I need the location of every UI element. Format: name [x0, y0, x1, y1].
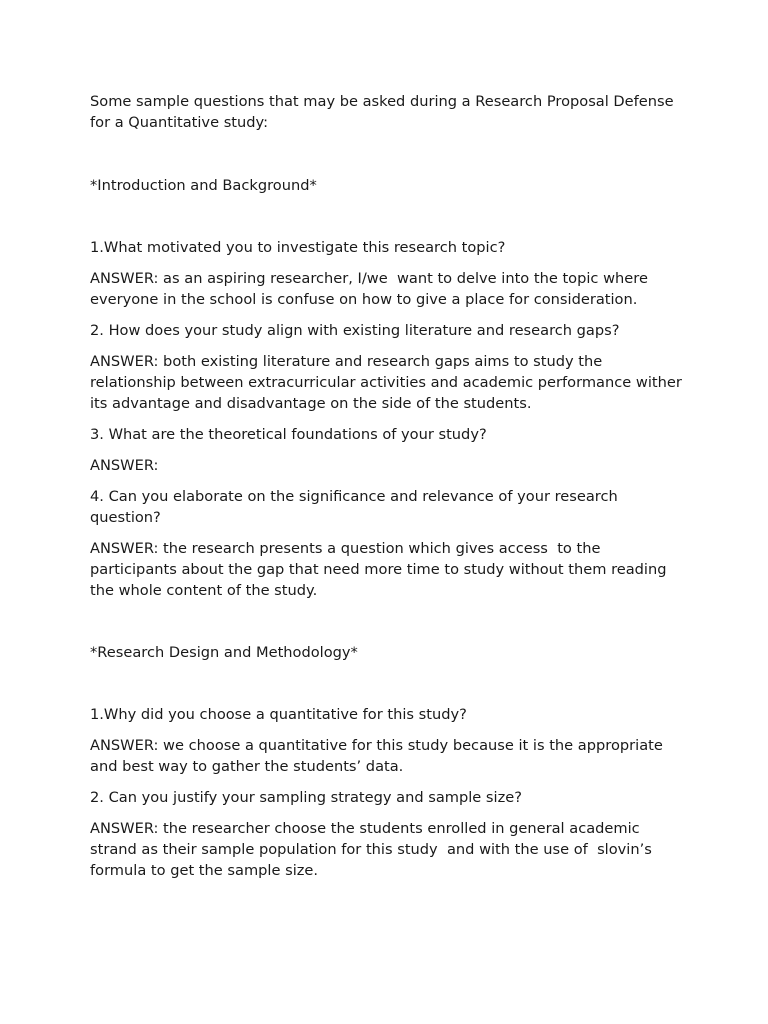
- intro-paragraph: Some sample questions that may be asked during a Research Proposal Defense for a Quantitative study:: [90, 93, 679, 131]
- question-text: 2. Can you justify your sampling strategy and sample size?: [90, 789, 522, 806]
- question-text: 4. Can you elaborate on the significance and relevance of your research question?: [90, 488, 623, 526]
- section-research-design-methodology: [90, 642, 690, 881]
- answer-text: ANSWER: the researcher choose the students enrolled in general academic strand as their sample population for this study and with the use of slovin’s formula to get the sample size.: [90, 820, 657, 879]
- question-text: 3. What are the theoretical foundations of your study?: [90, 426, 487, 443]
- question-text: 2. How does your study align with existing literature and research gaps?: [90, 322, 620, 339]
- section-heading: *Research Design and Methodology*: [90, 644, 358, 661]
- document-page: [90, 91, 690, 891]
- answer-text: ANSWER: we choose a quantitative for this study because it is the appropriate and best way to gather the students’ data.: [90, 737, 668, 775]
- answer-text: ANSWER: as an aspiring researcher, I/we want to delve into the topic where everyone in the school is confuse on how to give a place for consideration.: [90, 270, 653, 308]
- question-text: 1.What motivated you to investigate this research topic?: [90, 239, 506, 256]
- section-heading: *Introduction and Background*: [90, 177, 317, 194]
- answer-text: ANSWER: both existing literature and research gaps aims to study the relationship between extracurricular activities and academic performance wither its advantage and disadvantage on the side of the students.: [90, 353, 687, 412]
- answer-text: ANSWER:: [90, 457, 159, 474]
- question-text: 1.Why did you choose a quantitative for this study?: [90, 706, 467, 723]
- answer-text: ANSWER: the research presents a question which gives access to the participants about the gap that need more time to study without them reading the whole content of the study.: [90, 540, 672, 599]
- section-introduction-background: [90, 175, 690, 601]
